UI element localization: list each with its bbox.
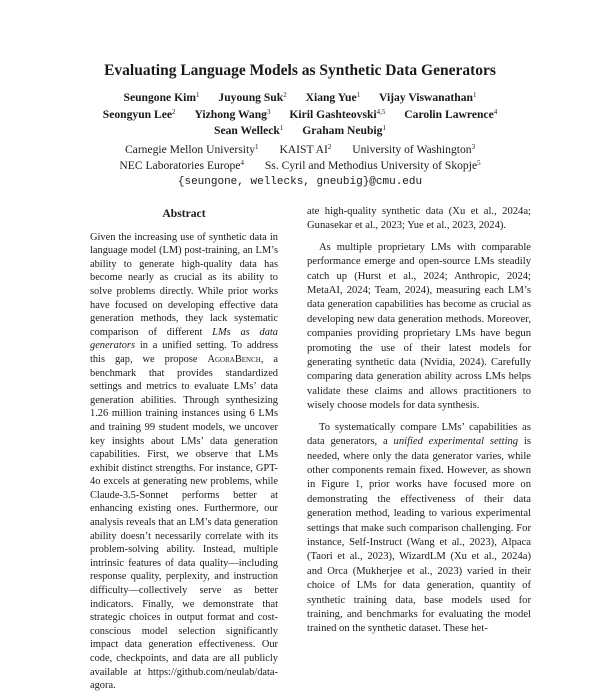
author: Yizhong Wang$^3$	[194, 107, 271, 121]
author: Graham Neubig$^1$	[302, 124, 386, 137]
body-paragraph: To systematically compare LMs’ capabilities as data generators, a unified experimental setting is needed, where only the data generator varies, while other components remain fixed. However, as shown in Figure 1, prior works have focused more on demonstrating the effectiveness of their data generation method, leading to various experimental settings that make such comparison challenging. For instance, Self-Instruct (Wang et al., 2023), Alpaca (Taori et al., 2023), WizardLM (Xu et al., 2024a) and Orca (Mukherjee et al., 2023) varied in their choice of LMs for data generation, quantity of synthetic training data, base models used for training, and benchmarks for evaluating the model trained on the synthetic dataset. These het-	[307, 421, 531, 635]
affiliation: NEC Laboratories Europe$^4$	[119, 159, 244, 172]
abstract-text: Given the increasing use of synthetic data in language model (LM) post-training, an LM’s ability to generate high-quality data has become nearly as crucial as its ability to solve problems directly. While prior works have focused on developing effective data generation methods, they lack systematic comparison of different LMs as data generators in a unified setting. To address this gap, we propose AgoraBench, a benchmark that provides standardized settings and metrics to evaluate LMs’ data generation abilities. Through synthesizing 1.26 million training instances using 6 LMs and training 99 student models, we uncover key insights about LMs’ data generation capabilities. First, we observe that LMs exhibit distinct strengths. For instance, GPT-4o excels at generating new problems, while Claude-3.5-Sonnet performs better at enhancing existing ones. Furthermore, our analysis reveals that an LM’s data generation ability doesn’t necessarily correlate with its problem-solving ability. Instead, multiple intrinsic features of data quality—including response quality, perplexity, and instruction difficulty—collectively serve as better indicators. Finally, we demonstrate that strategic choices in output format and cost-conscious model selection significantly impact data generation effectiveness. Our code, checkpoints, and data are all publicly available at https://github.com/neulab/data-agora.	[90, 231, 278, 692]
author: Xiang Yue$^1$	[305, 91, 361, 104]
author: Seongyun Lee$^2$	[102, 107, 176, 121]
author: Sean Welleck$^1$	[214, 124, 284, 137]
author: Vijay Viswanathan$^1$	[379, 91, 477, 104]
author: Juyoung Suk$^2$	[218, 91, 287, 104]
body-paragraph: ate high-quality synthetic data (Xu et al., 2024a; Gunasekar et al., 2023; Yue et al., 2023, 2024).	[307, 206, 531, 232]
affiliations	[0, 142, 600, 190]
affiliation: University of Washington$^3$	[352, 143, 476, 156]
affiliation-line-2	[0, 158, 600, 174]
author-line-1	[0, 90, 600, 107]
paper-title: Evaluating Language Models as Synthetic Data Generators	[104, 62, 496, 79]
author-line-3	[0, 123, 600, 140]
author-list	[0, 90, 600, 140]
benchmark-name: AgoraBench	[207, 353, 261, 365]
affiliation: Carnegie Mellon University$^1$	[124, 143, 259, 156]
email: {seungone, wellecks, gneubig}@cmu.edu	[177, 176, 423, 188]
author: Kiril Gashteovski$^{4,5}$	[289, 107, 386, 121]
affiliation: KAIST $AI^2$	[279, 143, 332, 156]
author: Seungone Kim$^1$	[123, 91, 200, 104]
abstract-column	[90, 205, 278, 693]
body-column	[307, 205, 531, 637]
affiliation: Ss. Cyril and Methodius University of Skopje$^5$	[264, 159, 481, 172]
author-line-2	[0, 107, 600, 124]
author: Carolin Lawrence$^4$	[404, 107, 498, 121]
body-paragraph: As multiple proprietary LMs with comparable performance emerge and open-source LMs steadily catch up (Hurst et al., 2024; Anthropic, 2024; MetaAI, 2024; Team, 2024), measuring each LM’s data generation capabilities has become as crucial as developing new data generation methods. Moreover, companies providing proprietary LMs have begun promoting the use of their latest models for generating synthetic data (Nvidia, 2024). Carefully comparing data generation ability across LMs helps validate these claims and allows practitioners to wisely choose models for data synthesis.	[307, 241, 531, 412]
affiliation-line-1	[0, 142, 600, 158]
abstract-heading: Abstract	[162, 207, 206, 220]
